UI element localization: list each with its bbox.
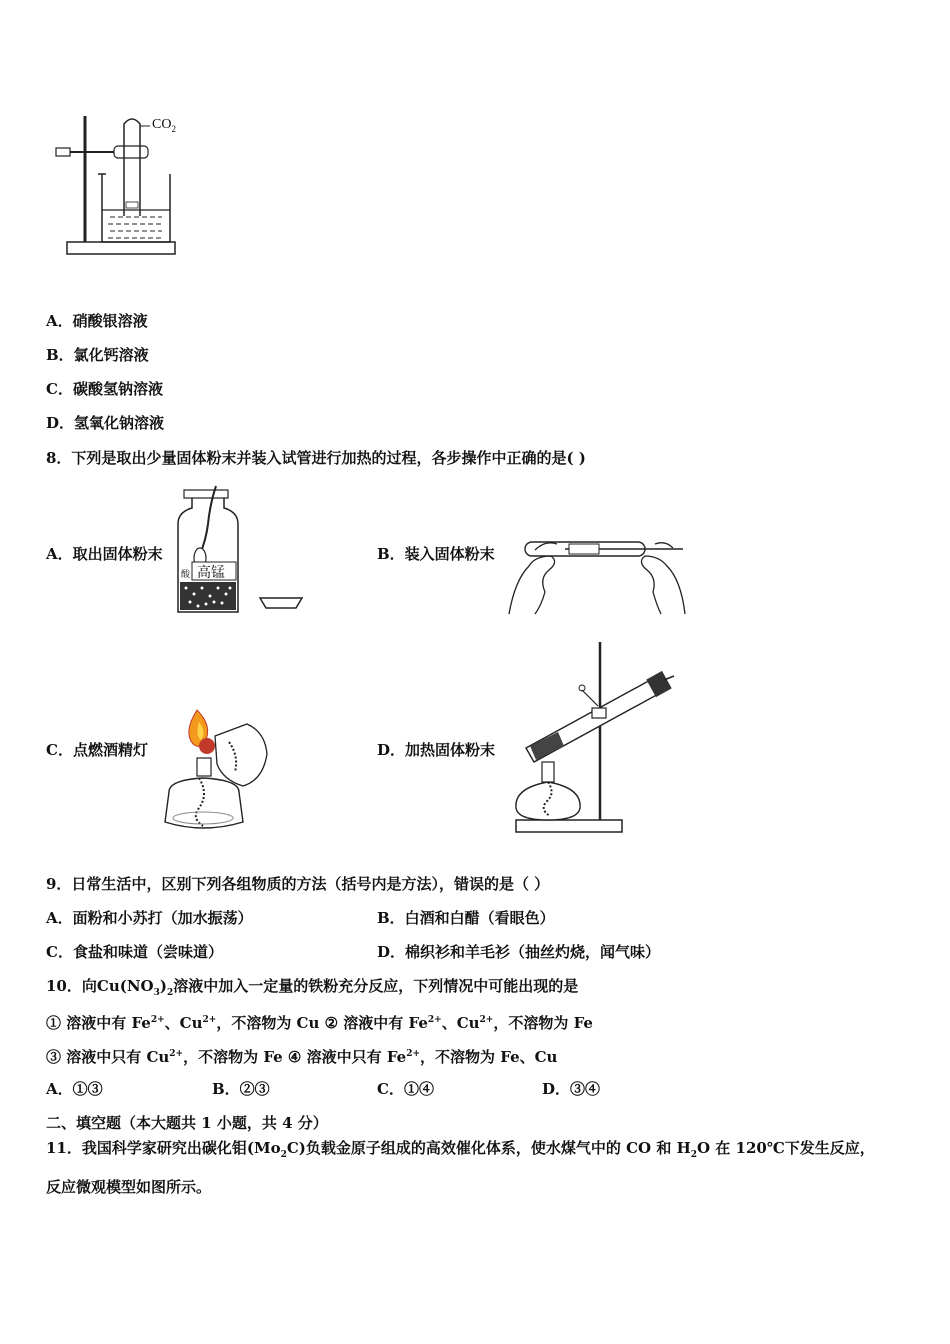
q9-option-d[interactable]: D．棉织衫和羊毛衫（抽丝灼烧，闻气味） [377, 943, 661, 961]
q10-stem-a: 10．向 [46, 977, 97, 995]
q10-s2-sup2: 2+ [406, 1049, 421, 1059]
q10-s2-sup1: 2+ [169, 1049, 184, 1059]
q9-stem: 9．日常生活中，区别下列各组物质的方法（括号内是方法），错误的是（ ） [46, 875, 550, 893]
q10-stem-b: 溶液中加入一定量的铁粉充分反应，下列情况中可能出现的是 [173, 977, 579, 995]
q11-b: C)负载金原子组成的高效催化体系，使水煤气中的 CO 和 H [286, 1139, 691, 1157]
lighting-lamp-figure [155, 706, 285, 836]
q7-option-a[interactable]: A．硝酸银溶液 [46, 312, 148, 330]
q11-stem-line1 [46, 1137, 875, 1166]
co2-apparatus-figure [52, 112, 192, 262]
q11-a: 11．我国科学家研究出碳化钼(Mo [46, 1139, 281, 1157]
q10-option-d[interactable]: D．③④ [542, 1080, 601, 1098]
q10-s1-sup1: 2+ [150, 1015, 165, 1025]
q10-sub3: 3 [153, 988, 160, 998]
q11-c: O 在 120℃下发生反应， [697, 1139, 875, 1157]
q10-s1-d: 、Cu [441, 1014, 480, 1032]
q7-option-b[interactable]: B．氯化钙溶液 [46, 346, 149, 364]
heating-powder-figure [506, 638, 676, 838]
q11-stem-line2: 反应微观模型如图所示。 [46, 1178, 212, 1196]
q10-statements-1-2 [46, 1009, 593, 1034]
q10-s1-sup4: 2+ [479, 1015, 494, 1025]
q10-s1-a: ① 溶液中有 Fe [46, 1014, 151, 1032]
q10-option-b[interactable]: B．②③ [212, 1080, 270, 1098]
loading-powder-figure [505, 520, 690, 620]
q9-option-c[interactable]: C．食盐和味道（尝味道） [46, 943, 223, 961]
q11-sub1: 2 [280, 1150, 287, 1160]
q10-paren: ) [159, 977, 167, 995]
q10-formula: Cu(NO [96, 977, 154, 995]
q10-sub2: 2 [166, 988, 174, 998]
q10-s1-e: ，不溶物为 Fe [493, 1014, 593, 1032]
q7-option-c[interactable]: C．碳酸氢钠溶液 [46, 380, 163, 398]
q10-statements-3-4 [46, 1043, 557, 1068]
q9-option-b[interactable]: B．白酒和白醋（看眼色） [377, 909, 555, 927]
q8-stem: 8．下列是取出少量固体粉末并装入试管进行加热的过程，各步操作中正确的是( ) [46, 449, 586, 467]
section-heading-fill-blank: 二、填空题（本大题共 1 小题，共 4 分） [46, 1114, 328, 1132]
q10-s1-sup2: 2+ [202, 1015, 217, 1025]
reagent-bottle-label: 高锰 [197, 565, 225, 581]
q7-option-d[interactable]: D．氢氧化钠溶液 [46, 414, 165, 432]
q10-s1-b: 、Cu [164, 1014, 203, 1032]
co2-label-main: CO [152, 117, 172, 132]
q8-option-c[interactable]: C．点燃酒精灯 [46, 741, 148, 759]
q10-s1-sup3: 2+ [427, 1015, 442, 1025]
q10-s2-c: ，不溶物为 Fe、Cu [420, 1048, 558, 1066]
reagent-bottle-figure [170, 484, 310, 614]
q10-s2-b: ，不溶物为 Fe ④ 溶液中只有 Fe [183, 1048, 407, 1066]
reagent-bottle-side-label: 酸 [181, 570, 191, 580]
q11-sub2: 2 [690, 1150, 698, 1160]
q10-s2-a: ③ 溶液中只有 Cu [46, 1048, 170, 1066]
q8-option-a[interactable]: A．取出固体粉末 [46, 545, 163, 563]
q10-stem [46, 975, 578, 1004]
q10-s1-c: ，不溶物为 Cu ② 溶液中有 Fe [216, 1014, 428, 1032]
co2-label-sub: 2 [171, 123, 176, 134]
co2-label [152, 117, 176, 134]
q8-option-b[interactable]: B．装入固体粉末 [377, 545, 495, 563]
q8-option-d[interactable]: D．加热固体粉末 [377, 741, 496, 759]
q9-option-a[interactable]: A．面粉和小苏打（加水振荡） [46, 909, 253, 927]
q10-option-a[interactable]: A．①③ [46, 1080, 103, 1098]
q10-option-c[interactable]: C．①④ [377, 1080, 434, 1098]
